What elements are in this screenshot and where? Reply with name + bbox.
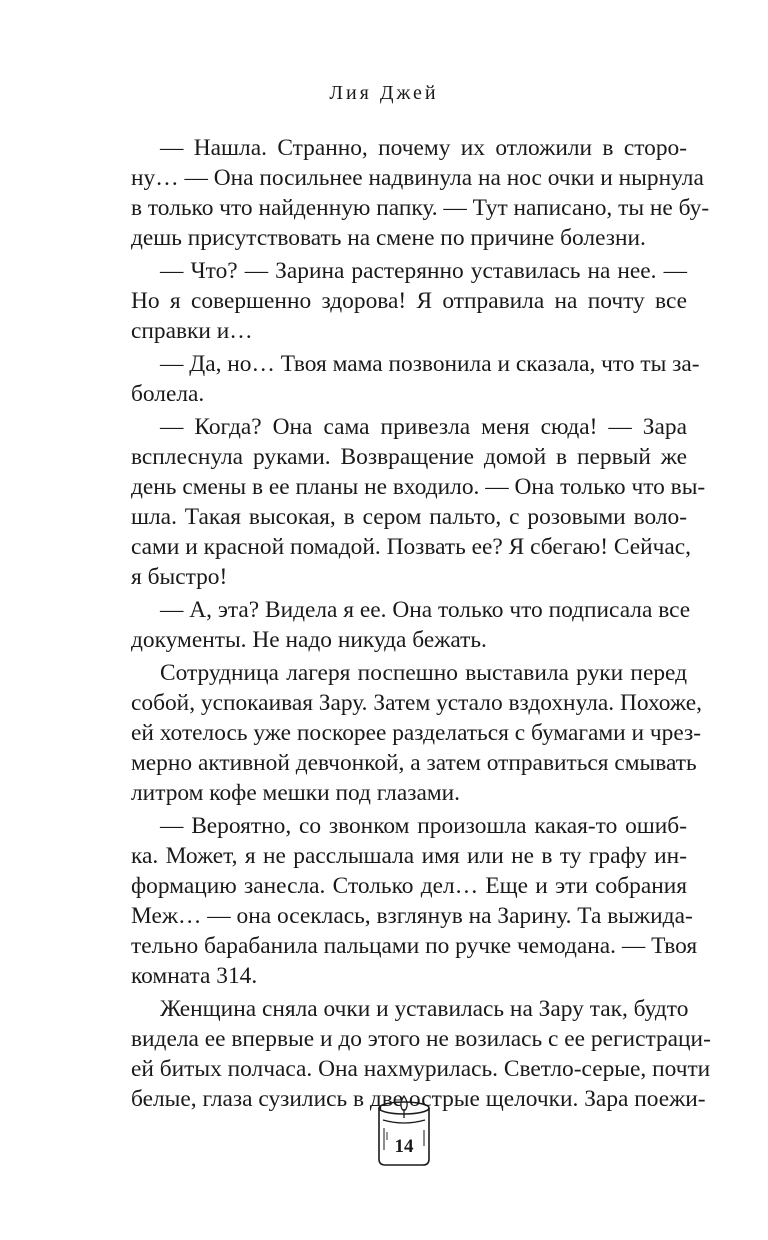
text-line: Меж… — она осеклась, взглянув на Зарину. Та выжида- — [131, 903, 693, 929]
text-line: документы. Не надо никуда бежать. — [131, 627, 487, 653]
text-line: я быстро! — [131, 564, 228, 590]
text-line: Женщина сняла очки и уставилась на Зару так, будто — [160, 996, 689, 1022]
text-line: ей хотелось уже поскорее разделаться с бумагами и чрез- — [131, 720, 702, 746]
text-line: белые, глаза сузились в две острые щелочки. Зара поежи- — [131, 1086, 706, 1112]
text-line: — А, эта? Видела я ее. Она только что подписала все — [160, 597, 691, 623]
page-folio — [374, 1090, 434, 1170]
text-line: ей битых полчаса. Она нахмурилась. Светло-серые, почти — [131, 1056, 711, 1082]
paragraph — [131, 256, 687, 346]
text-line: комната 314. — [131, 963, 258, 989]
text-line: — Когда? Она сама привезла меня сюда! — Зара — [160, 414, 687, 440]
paragraph — [131, 412, 706, 592]
paragraph — [131, 349, 700, 409]
text-line: ну… — Она посильнее надвинула на нос очки и нырнула — [131, 165, 704, 191]
paragraph — [131, 595, 691, 655]
text-line: литром кофе мешки под глазами. — [131, 780, 461, 806]
page-number: 14 — [394, 1136, 414, 1157]
text-line: видела ее впервые и до этого не возилась с ее регистраци- — [131, 1026, 711, 1052]
running-header-author: Лия Джей — [329, 82, 439, 104]
text-line: — Нашла. Странно, почему их отложили в сторо- — [160, 135, 687, 161]
text-line: сами и красной помадой. Позвать ее? Я сбегаю! Сейчас, — [131, 534, 691, 560]
text-line: мерно активной девчонкой, а затем отправиться смывать — [131, 750, 697, 776]
paragraph — [131, 811, 698, 991]
text-line: всплеснула руками. Возвращение домой в первый же — [131, 444, 687, 470]
text-line: тельно барабанила пальцами по ручке чемодана. — Твоя — [131, 933, 698, 959]
text-line: ка. Может, я не расслышала имя или не в ту графу ин- — [131, 843, 687, 869]
text-line: в только что найденную папку. — Тут написано, ты не бу- — [131, 195, 710, 221]
candle-jar-icon — [374, 1090, 434, 1170]
paragraph — [131, 658, 702, 808]
text-line: Сотрудница лагеря поспешно выставила руки перед — [160, 660, 687, 686]
text-line: собой, успокаивая Зару. Затем устало вздохнула. Похоже, — [131, 690, 702, 716]
text-line: день смены в ее планы не входило. — Она только что вы- — [131, 474, 706, 500]
body-text — [131, 133, 711, 1114]
text-line: формацию занесла. Столько дел… Еще и эти собрания — [131, 873, 687, 899]
text-line: Но я совершенно здорова! Я отправила на почту все — [131, 288, 687, 314]
paragraph — [131, 133, 710, 253]
text-line: болела. — [131, 381, 205, 407]
text-line: шла. Такая высокая, в сером пальто, с розовыми воло- — [131, 504, 687, 530]
text-line: — Да, но… Твоя мама позвонила и сказала, что ты за- — [160, 351, 700, 377]
text-line: дешь присутствовать на смене по причине болезни. — [131, 225, 646, 251]
text-line: справки и… — [131, 318, 253, 344]
text-line: — Вероятно, со звонком произошла какая-то ошиб- — [160, 813, 687, 839]
text-line: — Что? — Зарина растерянно уставилась на нее. — — [160, 258, 687, 284]
